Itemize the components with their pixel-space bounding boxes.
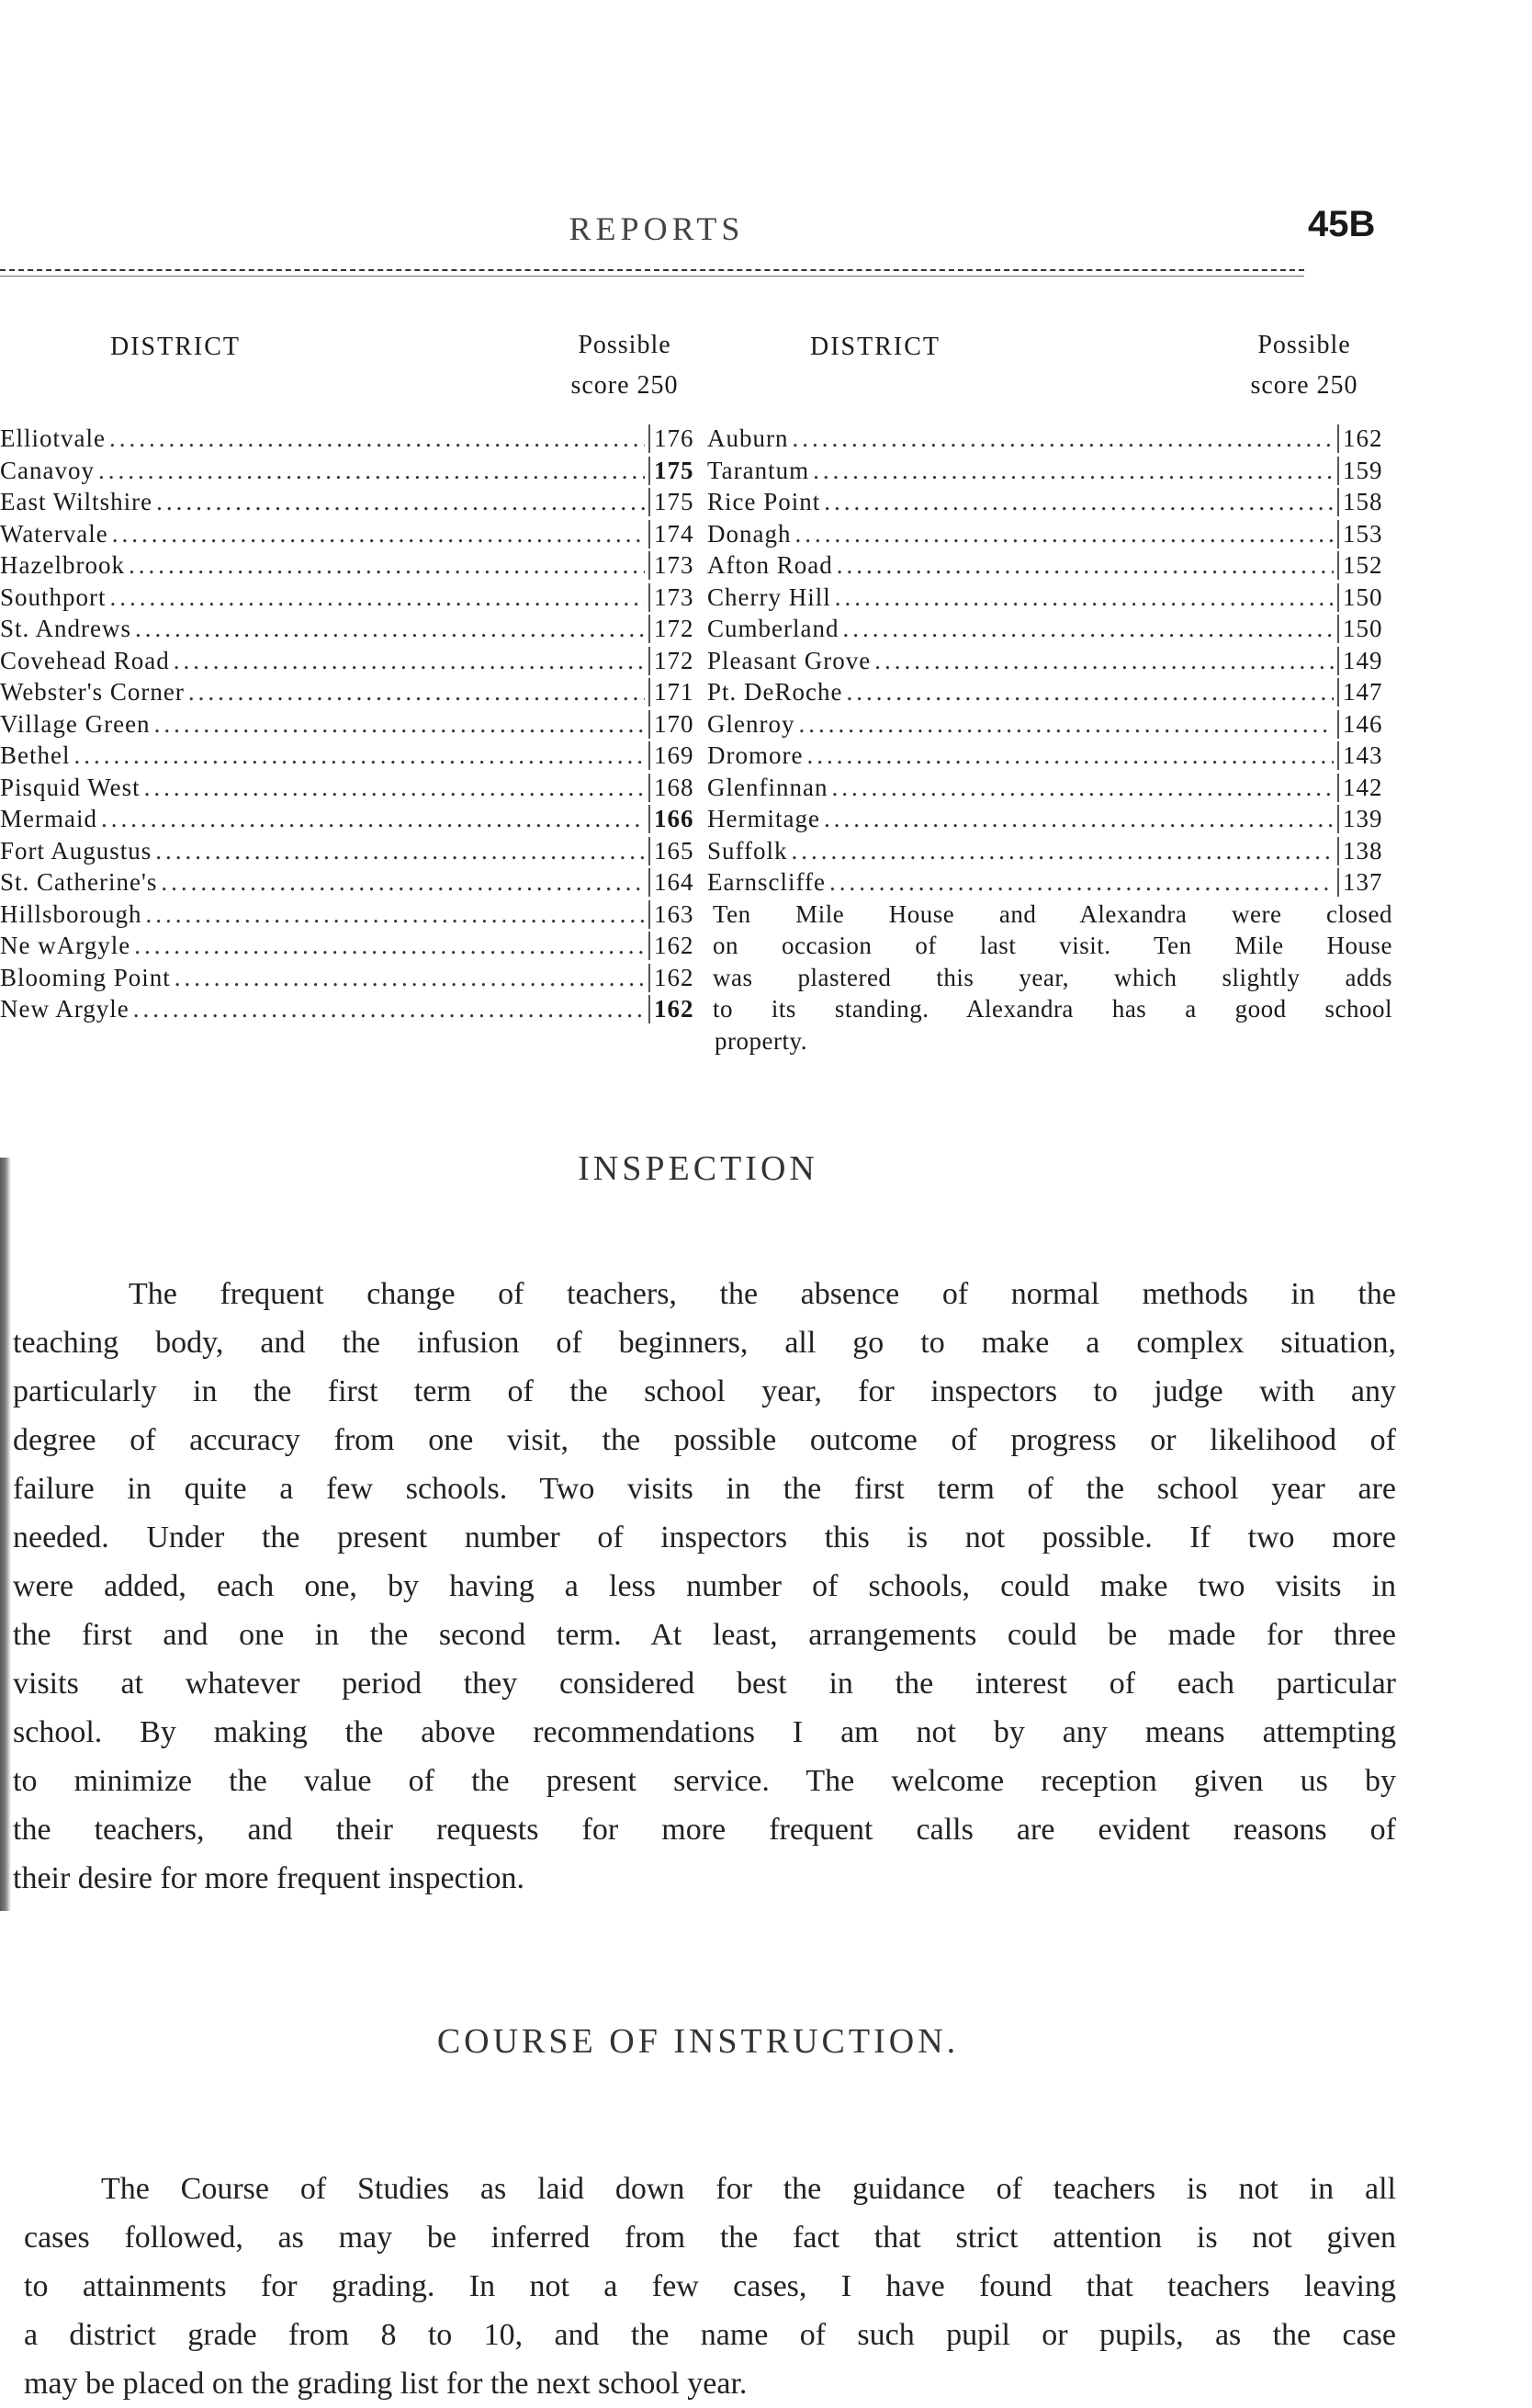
district-name: St. Catherine's	[0, 868, 158, 896]
district-name: Glenfinnan	[707, 773, 828, 801]
district-name: Hermitage	[707, 805, 820, 832]
dot-leader	[133, 995, 645, 1023]
district-name: Webster's Corner	[0, 678, 185, 706]
dot-leader	[846, 678, 1334, 707]
district-score: 162	[648, 964, 707, 992]
district-score: 173	[648, 583, 707, 612]
dot-leader	[101, 805, 645, 833]
table-row	[707, 678, 1396, 710]
course-title: COURSE OF INSTRUCTION.	[436, 2022, 960, 2061]
course-paragraph	[0, 2165, 1396, 2408]
table-row	[0, 900, 707, 933]
table-row	[707, 647, 1396, 679]
paragraph-line: to minimize the value of the present service. The welcome reception given us by	[13, 1764, 1396, 1798]
district-name: New Argyle	[0, 995, 130, 1023]
table-row	[0, 805, 707, 837]
district-score: 172	[648, 647, 707, 675]
dot-leader	[874, 647, 1334, 675]
district-name: Southport	[0, 582, 107, 611]
district-score: 162	[648, 995, 707, 1023]
dot-leader	[112, 520, 645, 548]
district-name: Cherry Hill	[707, 582, 831, 611]
dot-leader	[842, 615, 1334, 643]
paragraph-line: may be placed on the grading list for the next school year.	[24, 2367, 748, 2401]
district-score: 163	[648, 900, 707, 929]
district-name: St. Andrews	[0, 615, 132, 642]
table-row	[0, 995, 707, 1027]
paragraph-line: failure in quite a few schools. Two visits in the first term of the school year are	[13, 1472, 1396, 1506]
header-rule-secondary	[0, 276, 1304, 277]
district-name: Hillsborough	[0, 899, 142, 928]
table-row	[707, 837, 1396, 869]
dot-leader	[161, 868, 645, 897]
table-row	[0, 678, 707, 710]
dot-leader	[73, 741, 645, 770]
note-line: on occasion of last visit. Ten Mile House	[713, 932, 1392, 959]
dot-leader	[829, 868, 1334, 897]
table-row	[0, 424, 707, 457]
paragraph-line: particularly in the first term of the school year, for inspectors to judge with any	[13, 1374, 1396, 1408]
table-row	[0, 964, 707, 996]
paragraph-line: were added, each one, by having a less number of schools, could make two visits in	[13, 1569, 1396, 1603]
district-score: 173	[648, 551, 707, 580]
dot-leader	[813, 457, 1334, 485]
district-score: 159	[1337, 457, 1396, 485]
district-name: Ne wArgyle	[0, 932, 131, 959]
inspection-paragraph	[0, 1270, 1396, 1903]
dot-leader	[109, 424, 645, 453]
dot-leader	[110, 583, 645, 612]
district-score: 175	[648, 457, 707, 485]
district-name: Pt. DeRoche	[707, 678, 843, 706]
district-name: Pisquid West	[0, 773, 141, 801]
table-row	[707, 457, 1396, 489]
table-row	[0, 837, 707, 869]
dot-leader	[824, 488, 1334, 516]
district-score: 150	[1337, 583, 1396, 612]
district-name: Tarantum	[707, 456, 810, 484]
district-rows-right	[707, 424, 1396, 900]
table-row	[707, 520, 1396, 552]
possible-score-heading	[546, 325, 703, 406]
district-heading: DISTRICT	[110, 333, 241, 361]
dot-leader	[806, 741, 1334, 770]
district-name: Covehead Road	[0, 646, 170, 674]
district-score: 175	[648, 488, 707, 516]
dot-leader	[174, 647, 645, 675]
note-line: Ten Mile House and Alexandra were closed	[713, 899, 1392, 928]
dot-leader	[144, 774, 645, 802]
table-row	[0, 710, 707, 742]
note-line: was plastered this year, which slightly adds	[713, 963, 1392, 991]
district-name: Village Green	[0, 709, 151, 738]
table-row	[0, 488, 707, 520]
district-score: 174	[648, 520, 707, 548]
district-name: Glenroy	[707, 709, 795, 738]
dot-leader	[831, 774, 1334, 802]
closed-schools-note	[707, 900, 1396, 1059]
table-row	[0, 647, 707, 679]
paragraph-line: The frequent change of teachers, the absence of normal methods in the	[129, 1277, 1396, 1311]
district-table-right	[707, 323, 1396, 1058]
dot-leader	[837, 551, 1334, 580]
table-row	[707, 710, 1396, 742]
dot-leader	[98, 457, 645, 485]
district-name: Suffolk	[707, 836, 788, 865]
note-line: property.	[715, 1026, 807, 1055]
table-header-left	[0, 323, 707, 424]
paragraph-line: school. By making the above recommendations I am not by any means attempting	[13, 1715, 1396, 1749]
district-score: 165	[648, 837, 707, 865]
paragraph-line: visits at whatever period they considered best in the interest of each particular	[13, 1667, 1396, 1701]
score-label: score 250	[1250, 371, 1358, 400]
district-heading: DISTRICT	[810, 333, 941, 361]
paragraph-line: a district grade from 8 to 10, and the name of such pupil or pupils, as the case	[24, 2318, 1396, 2352]
score-label: score 250	[570, 371, 679, 400]
district-score: 162	[648, 932, 707, 960]
dot-leader	[135, 615, 645, 643]
table-row	[0, 741, 707, 774]
district-score: 176	[648, 424, 707, 453]
district-score: 152	[1337, 551, 1396, 580]
dot-leader	[188, 678, 645, 707]
paragraph-line: the teachers, and their requests for more frequent calls are evident reasons of	[13, 1813, 1396, 1847]
dot-leader	[798, 710, 1334, 739]
district-score: 149	[1337, 647, 1396, 675]
district-score: 143	[1337, 741, 1396, 770]
table-row	[707, 805, 1396, 837]
paragraph-line: to attainments for grading. In not a few cases, I have found that teachers leaving	[24, 2269, 1396, 2303]
district-name: Cumberland	[707, 615, 839, 642]
district-score: 146	[1337, 710, 1396, 739]
dot-leader	[824, 805, 1334, 833]
district-name: Bethel	[0, 741, 71, 769]
paragraph-line: The Course of Studies as laid down for the guidance of teachers is not in all	[101, 2172, 1396, 2206]
header-rule	[0, 269, 1304, 271]
inspection-title: INSPECTION	[578, 1149, 818, 1188]
district-name: Rice Point	[707, 488, 821, 515]
district-name: East Wiltshire	[0, 488, 153, 515]
district-score: 137	[1337, 868, 1396, 897]
district-score: 166	[648, 805, 707, 833]
district-score: 164	[648, 868, 707, 897]
dot-leader	[134, 932, 645, 960]
paragraph-line: cases followed, as may be inferred from the fact that strict attention is not given	[24, 2221, 1396, 2255]
table-row	[0, 774, 707, 806]
paragraph-line: degree of accuracy from one visit, the possible outcome of progress or likelihood of	[13, 1423, 1396, 1457]
table-row	[707, 615, 1396, 647]
district-name: Canavoy	[0, 456, 95, 484]
district-table-left	[0, 323, 707, 1027]
district-name: Donagh	[707, 519, 792, 548]
district-name: Pleasant Grove	[707, 646, 872, 674]
possible-label: Possible	[1257, 331, 1351, 359]
paragraph-line: teaching body, and the infusion of beginners, all go to make a complex situation,	[13, 1326, 1396, 1360]
district-name: Fort Augustus	[0, 836, 152, 865]
district-score: 153	[1337, 520, 1396, 548]
district-score: 172	[648, 615, 707, 643]
paragraph-line: the first and one in the second term. At least, arrangements could be made for three	[13, 1618, 1396, 1652]
table-header-right	[707, 323, 1396, 424]
district-score: 162	[1337, 424, 1396, 453]
dot-leader	[793, 424, 1335, 453]
note-line: to its standing. Alexandra has a good school	[713, 995, 1392, 1023]
dot-leader	[129, 551, 645, 580]
table-row	[0, 520, 707, 552]
district-name: Mermaid	[0, 805, 97, 832]
page-number: 45B	[1308, 204, 1376, 244]
table-row	[707, 551, 1396, 583]
district-name: Blooming Point	[0, 963, 171, 991]
possible-label: Possible	[578, 331, 671, 359]
table-row	[0, 583, 707, 616]
district-name: Earnscliffe	[707, 868, 826, 896]
district-name: Hazelbrook	[0, 551, 125, 579]
district-score: 138	[1337, 837, 1396, 865]
district-score: 171	[648, 678, 707, 707]
table-row	[707, 741, 1396, 774]
table-row	[707, 424, 1396, 457]
district-score: 139	[1337, 805, 1396, 833]
dot-leader	[154, 710, 645, 739]
paragraph-line: their desire for more frequent inspection.	[13, 1861, 525, 1895]
dot-leader	[835, 583, 1334, 612]
district-score: 150	[1337, 615, 1396, 643]
district-name: Afton Road	[707, 551, 833, 579]
district-name: Auburn	[707, 424, 789, 452]
running-title: REPORTS	[569, 210, 745, 247]
table-row	[0, 457, 707, 489]
table-row	[707, 583, 1396, 616]
district-score: 170	[648, 710, 707, 739]
dot-leader	[792, 837, 1334, 865]
table-row	[707, 488, 1396, 520]
district-rows-left	[0, 424, 707, 1027]
district-score: 158	[1337, 488, 1396, 516]
district-score: 168	[648, 774, 707, 802]
district-score: 169	[648, 741, 707, 770]
district-name: Elliotvale	[0, 424, 106, 452]
table-row	[0, 932, 707, 964]
paragraph-line: needed. Under the present number of inspectors this is not possible. If two more	[13, 1521, 1396, 1554]
dot-leader	[156, 488, 645, 516]
dot-leader	[794, 520, 1334, 548]
running-header	[0, 204, 1532, 265]
table-row	[0, 615, 707, 647]
district-name: Watervale	[0, 519, 108, 548]
possible-score-heading	[1226, 325, 1382, 406]
district-score: 142	[1337, 774, 1396, 802]
district-score: 147	[1337, 678, 1396, 707]
table-row	[0, 551, 707, 583]
table-row	[707, 868, 1396, 900]
table-row	[0, 868, 707, 900]
dot-leader	[146, 900, 645, 929]
dot-leader	[155, 837, 645, 865]
dot-leader	[175, 964, 645, 992]
table-row	[707, 774, 1396, 806]
district-name: Dromore	[707, 741, 804, 769]
